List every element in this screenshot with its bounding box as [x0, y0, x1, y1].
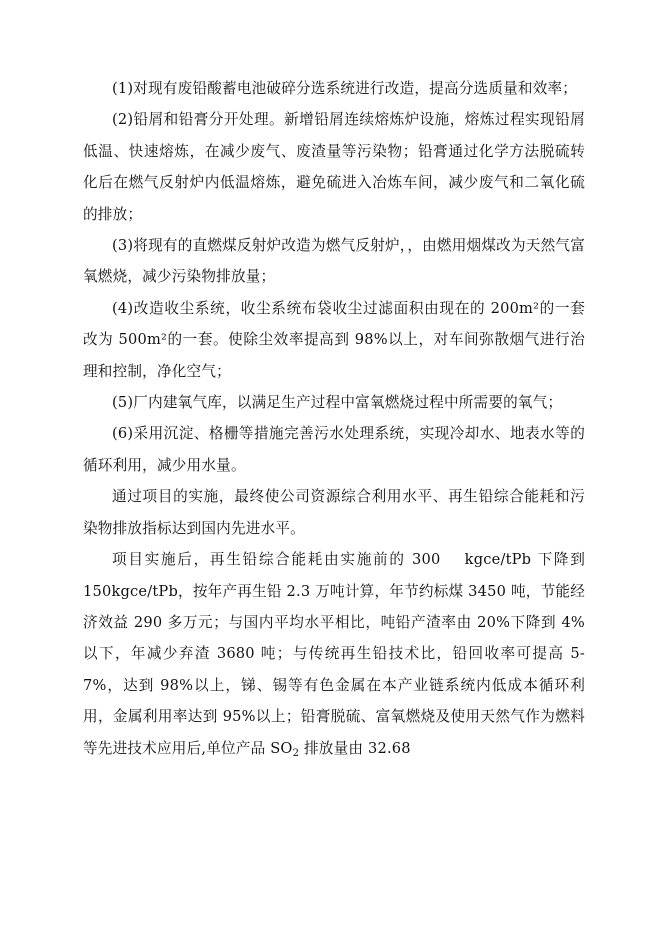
so2-subscript: 2: [292, 747, 300, 759]
benefits-text-end: 排放量由 32.68: [299, 739, 411, 757]
paragraph-item-4: (4)改造收尘系统，收尘系统布袋收尘过滤面积由现在的 200m²的一套改为 500m²的一套。使除尘效率提高到 98%以上，对车间弥散烟气进行治理和控制，净化空气；: [83, 299, 585, 380]
benefits-text: 项目实施后，再生铅综合能耗由实施前的 300 kgce/tPb 下降到 150kgce/tPb，按年产再生铅 2.3 万吨计算，年节约标煤 3450 吨，节能经济效益 290 多万元；与国内平均水平相比，吨铅产渣率由 20%下降到 4%以下，年减少弃渣 3680 吨；与传统再生铅技术比，铅回收率可提高 5-7%，达到 98%以上，锑、锡等有色金属在本产业链系统内低成本循环利用，金属利用率达到 95%以上；铅膏脱硫、富氧燃烧及使用天然气作为燃料等先进技术应用后,单位产品 SO: [83, 551, 585, 757]
paragraph-item-1: (1)对现有废铅酸蓄电池破碎分选系统进行改造，提高分选质量和效率；: [112, 80, 578, 97]
paragraph-item-6: (6)采用沉淀、格栅等措施完善污水处理系统，实现冷却水、地表水等的循环利用，减少用水量。: [83, 425, 585, 474]
document-body: [83, 73, 585, 769]
paragraph-benefits: [83, 544, 585, 769]
paragraph-item-3: (3)将现有的直燃煤反射炉改造为燃气反射炉，，由燃用烟煤改为天然气富氧燃烧，减少污染物排放量；: [83, 237, 585, 286]
paragraph-item-5: (5)厂内建氧气库，以满足生产过程中富氧燃烧过程中所需要的氧气；: [112, 394, 563, 412]
paragraph-summary: 通过项目的实施，最终使公司资源综合利用水平、再生铅综合能耗和污染物排放指标达到国内先进水平。: [83, 488, 585, 537]
paragraph-item-2: (2)铅屑和铅膏分开处理。新增铅屑连续熔炼炉设施，熔炼过程实现铅屑低温、快速熔炼，在减少废气、废渣量等污染物；铅膏通过化学方法脱硫转化后在燃气反射炉内低温熔炼，避免硫进入冶炼车间，减少废气和二氧化硫的排放；: [83, 111, 585, 223]
